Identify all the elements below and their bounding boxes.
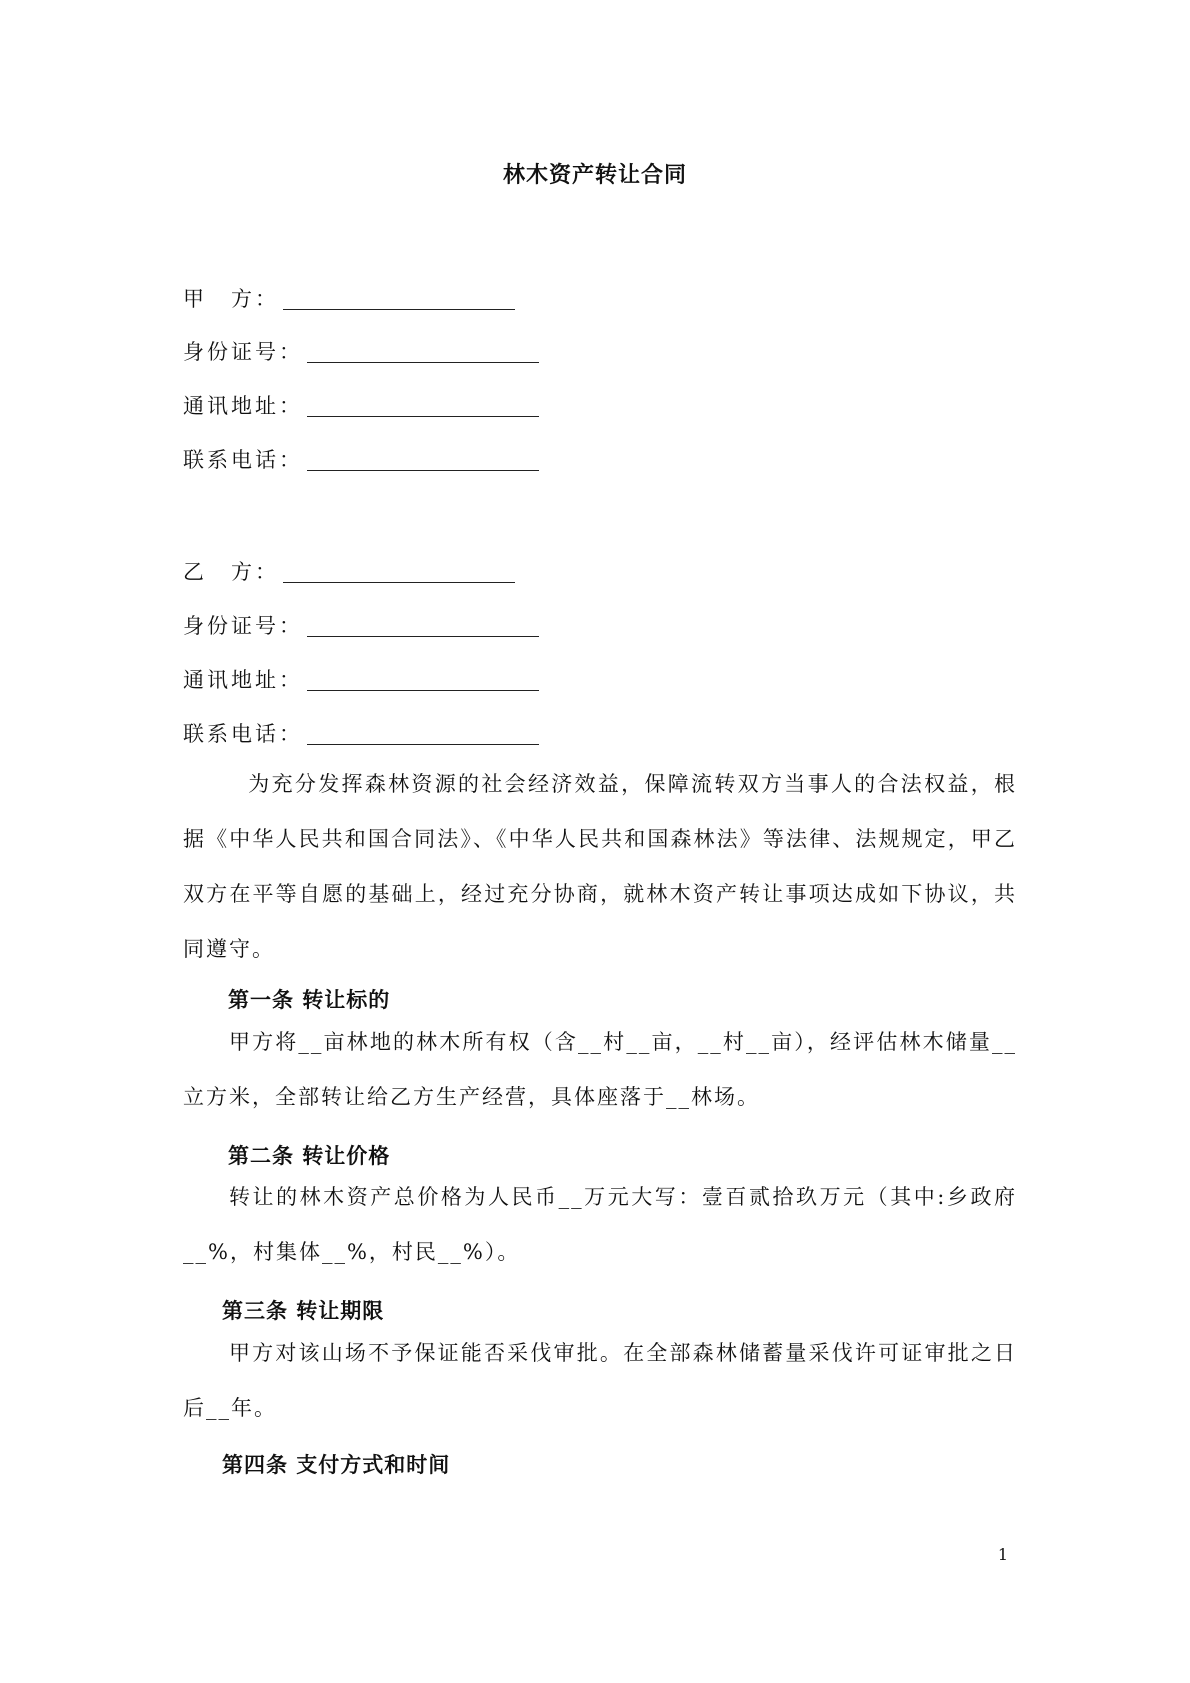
party-b-phone-label: 联系电话： [183,722,303,746]
party-a-name-label: 甲 方： [183,287,279,311]
party-b-phone-field [183,718,539,748]
article-3-heading: 第三条 转让期限 [222,1298,385,1323]
party-a-id-blank[interactable] [307,342,539,363]
party-a-phone-label: 联系电话： [183,448,303,472]
party-a-id-field [183,336,539,366]
party-b-name-field [183,556,515,586]
page-number: 1 [997,1545,1008,1564]
party-b-address-label: 通讯地址： [183,668,303,692]
party-a-phone-field [183,444,539,474]
preamble-paragraph: 为充分发挥森林资源的社会经济效益，保障流转双方当事人的合法权益，根据《中华人民共和国合同法》、《中华人民共和国森林法》等法律、法规规定，甲乙双方在平等自愿的基础上，经过充分协商，就林木资产转让事项达成如下协议，共同遵守。 [183,772,1017,961]
party-b-address-blank[interactable] [307,670,539,691]
party-a-name-field [183,283,515,313]
party-a-address-blank[interactable] [307,396,539,417]
document-title: 林木资产转让合同 [502,162,687,188]
party-b-id-label: 身份证号： [183,614,303,638]
party-b-name-label: 乙 方： [183,560,279,584]
article-1-heading: 第一条 转让标的 [228,987,391,1012]
party-a-id-label: 身份证号： [183,340,303,364]
party-b-name-blank[interactable] [283,562,515,583]
party-b-phone-blank[interactable] [307,724,539,745]
article-2-body: 转让的林木资产总价格为人民币__万元大写：壹百贰拾玖万元（其中:乡政府__%，村集体__%，村民__%）。 [183,1185,1017,1264]
article-3-body: 甲方对该山场不予保证能否采伐审批。在全部森林储蓄量采伐许可证审批之日后__年。 [183,1341,1017,1420]
party-a-address-label: 通讯地址： [183,394,303,418]
party-b-id-field [183,610,539,640]
article-4-heading: 第四条 支付方式和时间 [222,1452,451,1477]
party-a-phone-blank[interactable] [307,450,539,471]
article-1-body: 甲方将__亩林地的林木所有权（含__村__亩，__村__亩），经评估林木储量__立方米，全部转让给乙方生产经营，具体座落于__林场。 [183,1030,1017,1109]
article-2-heading: 第二条 转让价格 [228,1143,391,1168]
party-b-address-field [183,664,539,694]
party-a-name-blank[interactable] [283,289,515,310]
party-a-address-field [183,390,539,420]
party-b-id-blank[interactable] [307,616,539,637]
